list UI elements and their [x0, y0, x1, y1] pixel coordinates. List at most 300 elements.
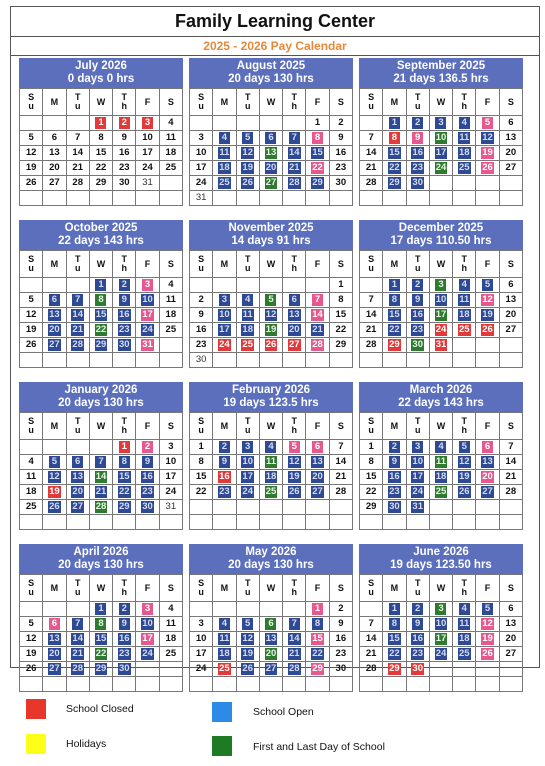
day-number: 20 — [288, 324, 300, 335]
day-number: 6 — [508, 117, 514, 128]
day-cell — [476, 440, 499, 455]
day-cell — [476, 617, 499, 632]
week-row — [20, 323, 183, 338]
day-cell — [283, 500, 306, 515]
day-cell — [236, 470, 259, 485]
day-cell — [283, 455, 306, 470]
weekday-header: M — [383, 575, 406, 602]
day-number: 11 — [165, 618, 176, 629]
month-block — [189, 382, 353, 530]
day-cell — [236, 278, 259, 293]
day-number: 4 — [28, 456, 34, 467]
weekday-header: W — [259, 89, 282, 116]
month-name: April 2026 — [73, 546, 129, 558]
day-cell — [476, 515, 499, 530]
day-cell — [499, 647, 522, 662]
day-number: 13 — [505, 618, 517, 629]
week-row — [190, 500, 353, 515]
day-number: 6 — [508, 603, 514, 614]
day-cell — [429, 602, 452, 617]
day-number: 5 — [28, 132, 34, 143]
day-cell — [66, 455, 89, 470]
day-number: 15 — [118, 471, 130, 482]
day-cell — [329, 602, 352, 617]
weekday-header: T u — [236, 89, 259, 116]
day-cell — [20, 662, 43, 677]
week-row — [20, 500, 183, 515]
day-number: 13 — [72, 471, 83, 482]
month-name: December 2025 — [398, 222, 484, 234]
day-number: 24 — [412, 486, 423, 497]
day-cell — [499, 500, 522, 515]
day-number: 17 — [435, 309, 447, 320]
day-cell — [360, 146, 383, 161]
day-number: 20 — [49, 648, 60, 659]
day-cell — [190, 632, 213, 647]
day-cell — [283, 440, 306, 455]
day-cell — [329, 500, 352, 515]
day-number: 18 — [458, 633, 470, 644]
day-number: 25 — [242, 339, 253, 350]
day-number: 3 — [168, 441, 174, 452]
day-number: 13 — [265, 633, 277, 644]
week-row — [20, 161, 183, 176]
weekday-header: M — [213, 89, 236, 116]
day-cell — [360, 353, 383, 368]
day-cell — [429, 131, 452, 146]
day-number: 1 — [312, 603, 323, 615]
weekday-header: W — [89, 251, 112, 278]
day-number: 28 — [365, 339, 377, 350]
day-number: 5 — [242, 132, 253, 144]
day-cell — [259, 293, 282, 308]
day-cell — [306, 353, 329, 368]
day-number: 5 — [289, 441, 300, 453]
day-number: 19 — [482, 147, 493, 158]
day-number: 21 — [72, 162, 83, 173]
day-cell — [476, 338, 499, 353]
day-cell — [476, 323, 499, 338]
week-row — [190, 515, 353, 530]
day-cell — [476, 470, 499, 485]
day-number: 22 — [335, 324, 347, 335]
month-name: March 2026 — [409, 384, 473, 396]
day-number: 19 — [25, 162, 37, 173]
day-number: 3 — [142, 603, 153, 615]
day-cell — [259, 515, 282, 530]
day-cell — [453, 485, 476, 500]
day-number: 29 — [389, 177, 400, 188]
day-number: 20 — [505, 147, 517, 158]
day-cell — [113, 662, 136, 677]
day-number: 23 — [412, 162, 423, 173]
day-number: 11 — [219, 633, 230, 644]
day-cell — [383, 515, 406, 530]
day-cell — [406, 176, 429, 191]
day-number: 10 — [412, 456, 423, 467]
day-number: 18 — [219, 162, 230, 173]
day-number: 19 — [458, 471, 470, 482]
day-number: 2 — [119, 279, 130, 291]
day-number: 28 — [288, 663, 300, 674]
day-number: 21 — [505, 471, 517, 482]
day-number: 10 — [195, 147, 207, 158]
day-number: 17 — [435, 147, 447, 158]
day-cell — [429, 353, 452, 368]
day-number: 12 — [25, 633, 37, 644]
day-number: 7 — [75, 132, 81, 143]
day-cell — [113, 338, 136, 353]
day-number: 16 — [219, 471, 230, 482]
day-cell — [43, 500, 66, 515]
day-number: 8 — [198, 456, 204, 467]
day-number: 26 — [482, 648, 493, 659]
day-cell — [213, 500, 236, 515]
week-row — [190, 353, 353, 368]
week-row — [20, 116, 183, 131]
day-cell — [113, 323, 136, 338]
day-cell — [406, 161, 429, 176]
day-cell — [499, 353, 522, 368]
week-row — [190, 338, 353, 353]
day-number: 4 — [459, 117, 470, 129]
day-cell — [20, 323, 43, 338]
day-cell — [360, 632, 383, 647]
day-number: 20 — [49, 162, 60, 173]
day-number: 4 — [168, 279, 174, 290]
weekday-header: W — [89, 413, 112, 440]
day-cell — [406, 293, 429, 308]
day-cell — [43, 278, 66, 293]
day-cell — [190, 308, 213, 323]
day-cell — [383, 338, 406, 353]
day-number: 28 — [72, 663, 83, 674]
day-cell — [43, 440, 66, 455]
weekday-header: S u — [360, 575, 383, 602]
day-number: 7 — [289, 132, 300, 144]
day-number: 22 — [389, 162, 400, 173]
day-cell — [283, 131, 306, 146]
day-number: 3 — [219, 294, 230, 306]
day-cell — [429, 191, 452, 206]
day-cell — [136, 176, 159, 191]
day-number: 10 — [219, 309, 230, 320]
day-number: 19 — [25, 648, 37, 659]
day-cell — [113, 293, 136, 308]
day-number: 12 — [288, 456, 300, 467]
month-block — [189, 220, 353, 368]
day-number: 30 — [412, 339, 423, 350]
weekday-header: F — [136, 413, 159, 440]
legend-firstlast-label: First and Last Day of School — [253, 741, 385, 753]
day-cell — [66, 440, 89, 455]
day-cell — [329, 176, 352, 191]
day-number: 29 — [95, 663, 107, 674]
day-number: 18 — [458, 147, 470, 158]
day-cell — [499, 632, 522, 647]
month-header — [19, 220, 183, 250]
day-cell — [499, 146, 522, 161]
weekday-header: M — [213, 413, 236, 440]
day-cell — [43, 146, 66, 161]
day-number: 23 — [412, 324, 423, 335]
day-number: 20 — [505, 633, 517, 644]
day-cell — [476, 176, 499, 191]
day-cell — [329, 278, 352, 293]
day-number: 9 — [412, 132, 423, 144]
day-cell — [66, 308, 89, 323]
weekday-header: F — [306, 89, 329, 116]
day-number: 7 — [72, 294, 83, 306]
day-cell — [213, 116, 236, 131]
day-cell — [406, 131, 429, 146]
day-cell — [213, 515, 236, 530]
week-row — [190, 293, 353, 308]
day-number: 7 — [95, 456, 106, 468]
day-cell — [453, 176, 476, 191]
day-number: 10 — [435, 294, 447, 305]
day-cell — [159, 602, 182, 617]
day-cell — [429, 662, 452, 677]
day-cell — [89, 293, 112, 308]
day-cell — [360, 338, 383, 353]
day-number: 11 — [26, 471, 37, 482]
weekday-header: T u — [406, 89, 429, 116]
day-cell — [190, 617, 213, 632]
weekday-header: S — [329, 89, 352, 116]
day-cell — [406, 455, 429, 470]
day-cell — [259, 353, 282, 368]
day-cell — [360, 470, 383, 485]
day-cell — [20, 353, 43, 368]
day-number: 11 — [435, 456, 446, 467]
day-number: 5 — [482, 279, 493, 291]
day-number: 4 — [219, 132, 230, 144]
day-number: 13 — [288, 309, 300, 320]
week-row — [190, 647, 353, 662]
day-cell — [499, 455, 522, 470]
day-number: 19 — [482, 633, 493, 644]
day-number: 27 — [288, 339, 300, 350]
title-divider — [11, 36, 539, 37]
month-header — [189, 220, 353, 250]
day-number: 7 — [368, 132, 374, 143]
day-cell — [329, 308, 352, 323]
day-cell — [306, 455, 329, 470]
weekday-header: W — [429, 89, 452, 116]
month-name: September 2025 — [396, 60, 486, 72]
day-number: 25 — [458, 324, 470, 335]
week-row — [190, 662, 353, 677]
day-cell — [89, 515, 112, 530]
weekday-header: W — [429, 413, 452, 440]
day-cell — [360, 485, 383, 500]
week-row — [360, 293, 523, 308]
day-cell — [113, 353, 136, 368]
day-number: 28 — [505, 486, 517, 497]
day-number: 12 — [458, 456, 470, 467]
month-header — [189, 544, 353, 574]
day-number: 9 — [119, 618, 130, 630]
day-cell — [89, 176, 112, 191]
day-cell — [20, 146, 43, 161]
day-number: 3 — [435, 117, 446, 129]
day-number: 10 — [435, 618, 447, 629]
day-cell — [20, 647, 43, 662]
day-cell — [453, 323, 476, 338]
day-number: 6 — [508, 279, 514, 290]
day-cell — [383, 647, 406, 662]
day-number: 4 — [242, 294, 253, 306]
day-number: 27 — [72, 501, 83, 512]
day-number: 8 — [389, 132, 400, 144]
day-cell — [113, 278, 136, 293]
day-cell — [236, 323, 259, 338]
day-cell — [159, 161, 182, 176]
day-number: 9 — [338, 132, 344, 143]
day-cell — [453, 632, 476, 647]
day-number: 24 — [435, 648, 447, 659]
month-hours: 17 days 110.50 hrs — [390, 235, 492, 247]
day-number: 25 — [219, 177, 230, 188]
day-cell — [499, 278, 522, 293]
day-number: 25 — [165, 648, 177, 659]
day-cell — [306, 440, 329, 455]
day-number: 3 — [412, 441, 423, 453]
month-block — [19, 58, 183, 206]
day-cell — [383, 353, 406, 368]
month-name: October 2025 — [64, 222, 138, 234]
weekday-header: T h — [283, 575, 306, 602]
day-number: 27 — [505, 324, 517, 335]
day-number: 25 — [435, 486, 447, 497]
day-cell — [66, 191, 89, 206]
day-cell — [499, 308, 522, 323]
week-row — [360, 338, 523, 353]
day-cell — [190, 353, 213, 368]
week-row — [360, 455, 523, 470]
day-number: 4 — [459, 279, 470, 291]
day-cell — [113, 455, 136, 470]
day-number: 23 — [412, 648, 423, 659]
day-number: 24 — [242, 486, 253, 497]
day-number: 2 — [219, 441, 230, 453]
week-row — [360, 278, 523, 293]
day-number: 16 — [389, 471, 400, 482]
weekday-header: T h — [283, 89, 306, 116]
weekday-header: M — [43, 251, 66, 278]
weekday-header: M — [43, 89, 66, 116]
month-header — [189, 58, 353, 88]
weekday-header: F — [476, 413, 499, 440]
day-number: 27 — [505, 162, 517, 173]
day-cell — [20, 293, 43, 308]
day-number: 23 — [118, 162, 130, 173]
day-number: 1 — [95, 603, 106, 615]
day-number: 6 — [265, 618, 276, 630]
day-cell — [89, 161, 112, 176]
week-row — [20, 485, 183, 500]
day-number: 25 — [219, 663, 230, 674]
day-cell — [306, 647, 329, 662]
month-grid — [189, 250, 353, 368]
day-number: 29 — [95, 177, 107, 188]
day-cell — [360, 647, 383, 662]
day-number: 3 — [435, 279, 446, 291]
week-row — [190, 146, 353, 161]
week-row — [360, 500, 523, 515]
day-cell — [329, 515, 352, 530]
weekday-header: S — [499, 413, 522, 440]
day-number: 7 — [312, 294, 323, 306]
day-number: 13 — [482, 456, 493, 467]
day-number: 16 — [335, 147, 347, 158]
day-cell — [190, 176, 213, 191]
day-cell — [499, 176, 522, 191]
day-cell — [259, 278, 282, 293]
day-number: 4 — [435, 441, 446, 453]
day-cell — [159, 146, 182, 161]
day-number: 5 — [482, 117, 493, 129]
week-row — [360, 515, 523, 530]
day-cell — [406, 278, 429, 293]
legend-closed-label: School Closed — [66, 703, 134, 715]
week-row — [190, 617, 353, 632]
day-cell — [213, 470, 236, 485]
weekday-header: W — [89, 575, 112, 602]
weekday-header: T u — [236, 251, 259, 278]
month-hours: 20 days 130 hrs — [228, 559, 314, 571]
day-number: 14 — [365, 147, 377, 158]
day-cell — [429, 515, 452, 530]
day-cell — [159, 515, 182, 530]
day-number: 18 — [25, 486, 37, 497]
month-header — [19, 58, 183, 88]
day-number: 28 — [288, 177, 300, 188]
week-row — [20, 440, 183, 455]
month-block — [19, 544, 183, 692]
day-number: 28 — [335, 486, 347, 497]
day-number: 6 — [49, 618, 60, 630]
month-grid — [359, 250, 523, 368]
day-number: 21 — [288, 162, 300, 173]
day-number: 31 — [435, 339, 447, 350]
week-row — [190, 470, 353, 485]
day-cell — [136, 647, 159, 662]
day-cell — [20, 116, 43, 131]
legend-holidays-label: Holidays — [66, 738, 107, 750]
day-cell — [159, 338, 182, 353]
day-cell — [213, 131, 236, 146]
day-number: 22 — [95, 324, 107, 335]
day-cell — [213, 455, 236, 470]
weekday-header: M — [213, 251, 236, 278]
week-row — [20, 308, 183, 323]
day-number: 17 — [142, 633, 153, 644]
day-cell — [476, 278, 499, 293]
day-cell — [213, 293, 236, 308]
weekday-header: T u — [66, 575, 89, 602]
day-cell — [499, 323, 522, 338]
week-row — [360, 632, 523, 647]
day-cell — [136, 323, 159, 338]
day-cell — [406, 632, 429, 647]
day-cell — [113, 116, 136, 131]
week-row — [20, 176, 183, 191]
day-number: 18 — [435, 471, 447, 482]
day-number: 22 — [95, 648, 107, 659]
day-number: 30 — [335, 663, 347, 674]
